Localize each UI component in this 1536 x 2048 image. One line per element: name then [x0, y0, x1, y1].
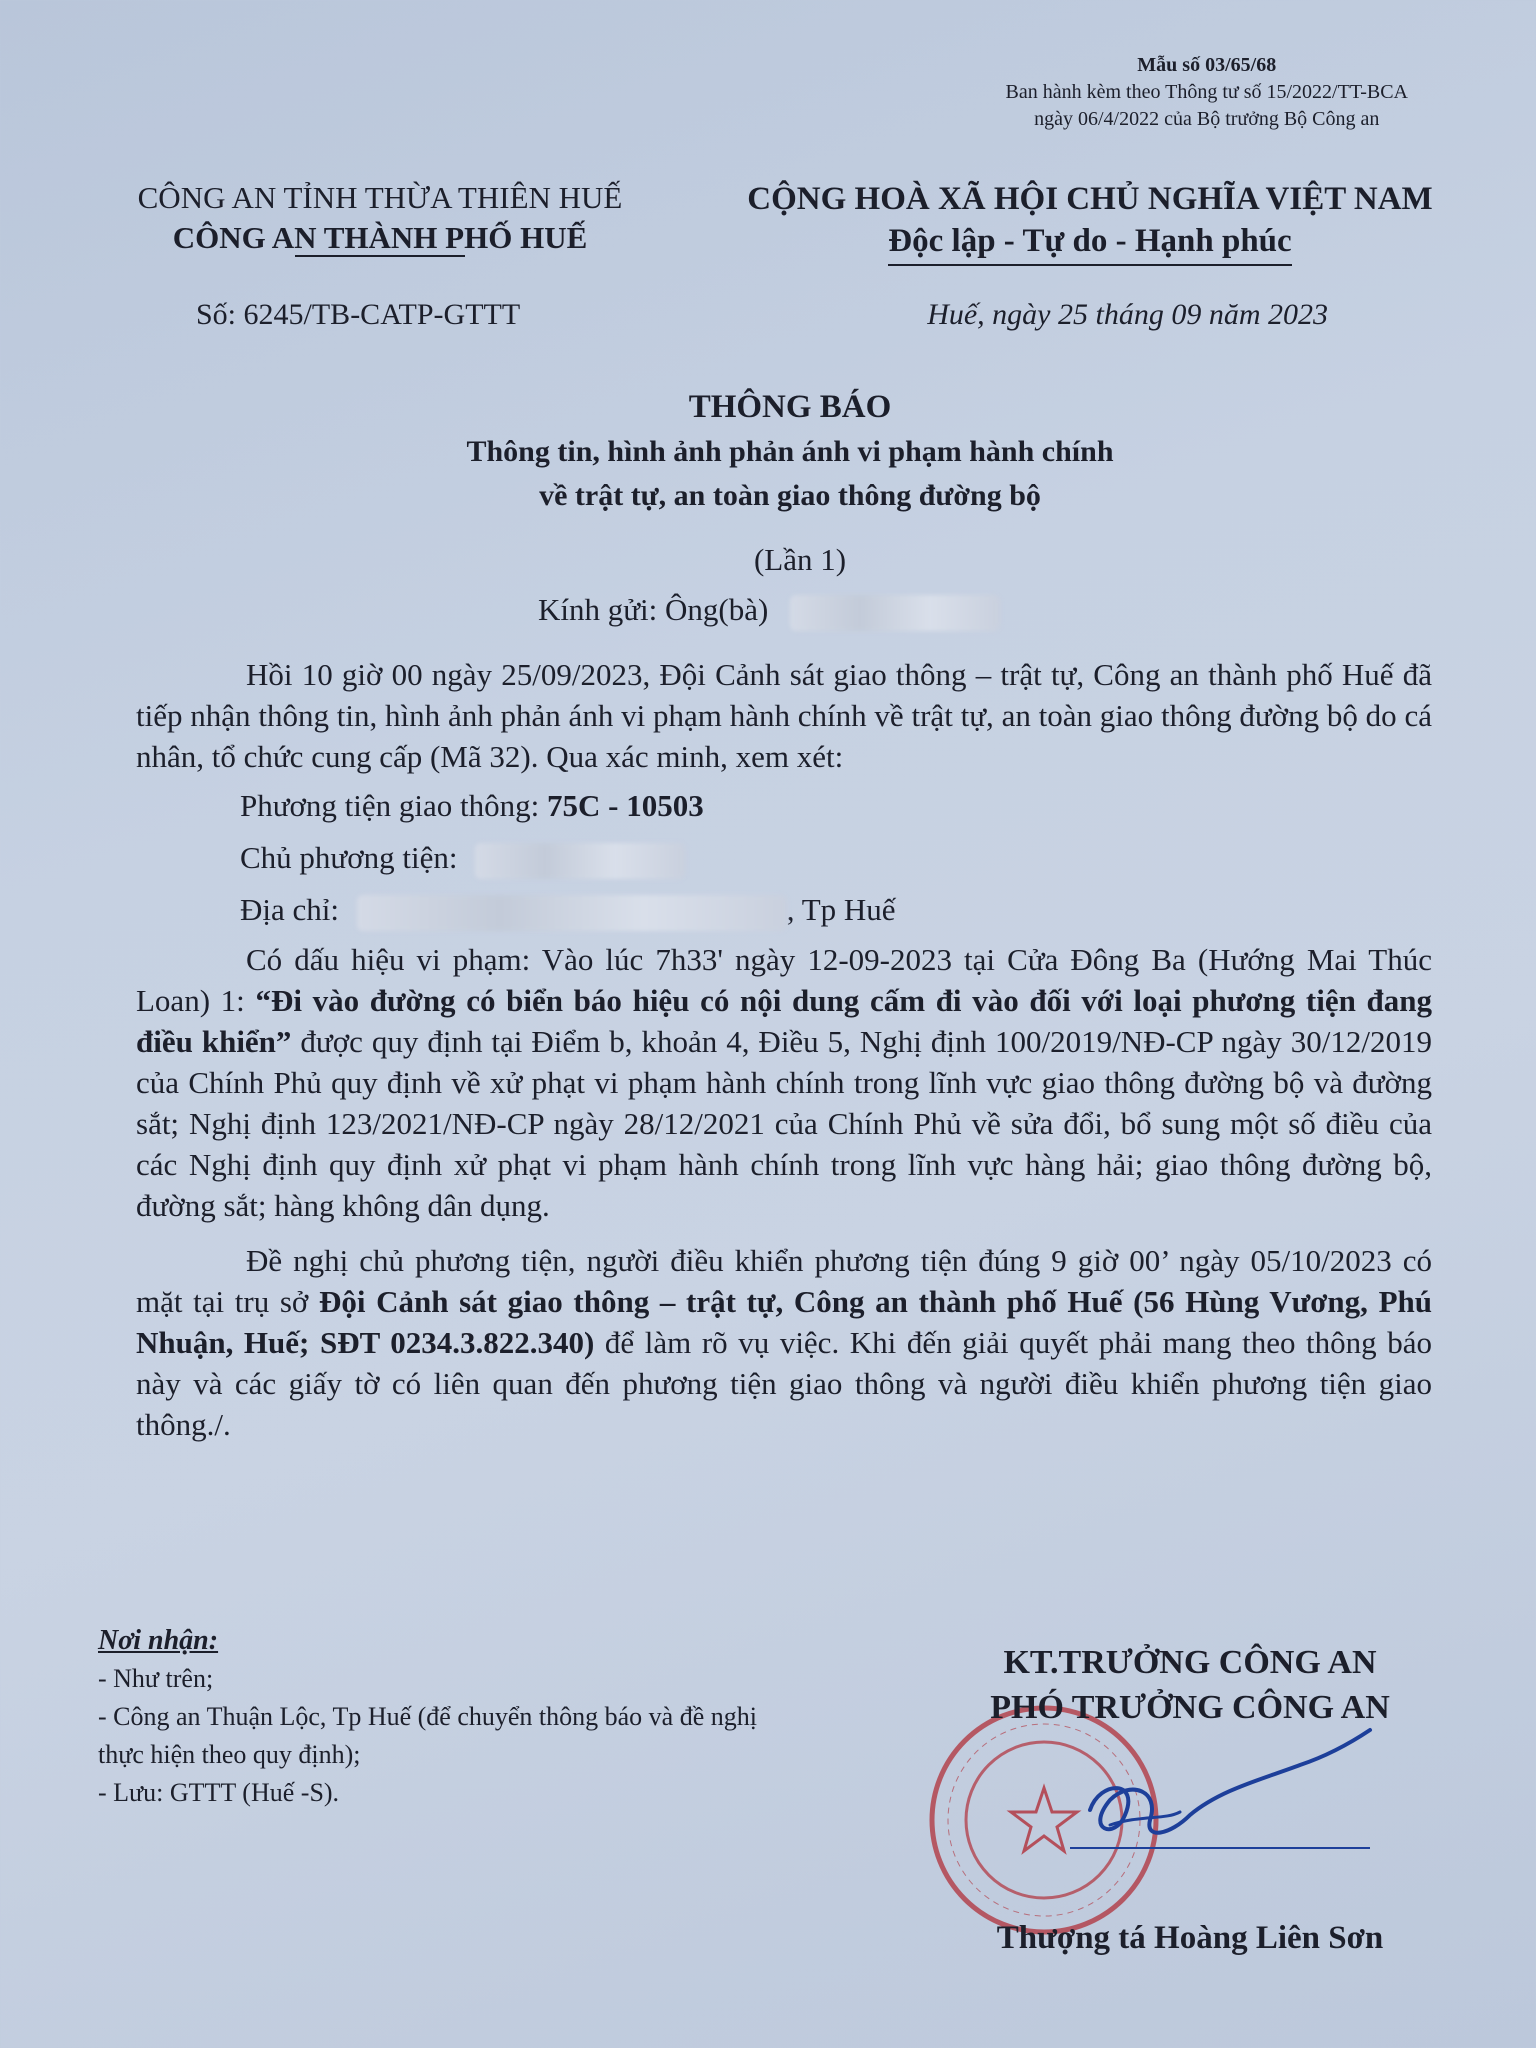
violation-act: “Đi vào đường có biển báo hiệu có nội dung cấm đi vào đối với loại phương tiện đang điều khiển” [136, 983, 1432, 1059]
redacted-address [357, 895, 787, 931]
redacted-name [790, 595, 1000, 631]
form-ref-line2: ngày 06/4/2022 của Bộ trưởng Bộ Công an [1034, 108, 1380, 130]
national-header [700, 178, 1480, 266]
document-number: Số: 6245/TB-CATP-GTTT [196, 298, 521, 331]
address-line [240, 881, 1432, 939]
country-name: CỘNG HOÀ XÃ HỘI CHỦ NGHĨA VIỆT NAM [747, 181, 1433, 217]
title-main: THÔNG BÁO [688, 389, 892, 425]
national-motto: Độc lập - Tự do - Hạnh phúc [888, 220, 1291, 266]
recipients-block [98, 1622, 818, 1812]
addressee [538, 592, 1000, 631]
violation-paragraph [136, 939, 1432, 1226]
recipient-item: - Lưu: GTTT (Huế -S). [98, 1778, 340, 1807]
owner-line [240, 829, 1432, 887]
vehicle-label: Phương tiện giao thông: [240, 788, 548, 823]
address-label: Địa chỉ: [240, 892, 339, 927]
issuer-parent: CÔNG AN TỈNH THỪA THIÊN HUẾ [137, 180, 623, 215]
owner-label: Chủ phương tiện: [240, 840, 458, 875]
intro-paragraph: Hồi 10 giờ 00 ngày 25/09/2023, Đội Cảnh sát giao thông – trật tự, Công an thành phố Huế đã tiếp nhận thông tin, hình ảnh phản ánh vi phạm hành chính về trật tự, an toàn giao thông đường bộ do cá nhân, tổ chức cung cấp (Mã 32). Qua xác minh, xem xét: [136, 657, 1432, 774]
form-reference [1006, 52, 1409, 133]
form-ref-line1: Ban hành kèm theo Thông tư số 15/2022/TT-BCA [1005, 81, 1408, 103]
violation-prefix: Có dấu hiệu vi phạm: Vào lúc 7h33' ngày 12-09-2023 tại Cửa Đông Ba (Hướng Mai Thúc Loan) 1: [136, 942, 1432, 1018]
recipient-item: - Công an Thuận Lộc, Tp Huế (để chuyển thông báo và đề nghị thực hiện theo quy định); [98, 1702, 757, 1769]
issuer-unit: CÔNG AN THÀNH PHỐ HUẾ [172, 220, 588, 255]
address-city: , Tp Huế [786, 892, 896, 927]
notice-body [136, 654, 1432, 1445]
signature-title1: KT.TRƯỞNG CÔNG AN [1003, 1644, 1377, 1681]
addressee-label: Kính gửi: Ông(bà) [538, 592, 769, 627]
document-date: Huế, ngày 25 tháng 09 năm 2023 [927, 298, 1328, 331]
signer-name: Thượng tá Hoàng Liên Sơn [996, 1920, 1384, 1956]
request-suffix: để làm rõ vụ việc. Khi đến giải quyết phải mang theo thông báo này và các giấy tờ có liên quan đến phương tiện giao thông và người điều khiển phương tiện giao thông./. [136, 1325, 1432, 1442]
notice-round: (Lần 1) [753, 542, 847, 577]
issuer-header [100, 178, 660, 257]
recipients-heading: Nơi nhận: [98, 1625, 219, 1656]
document-title [0, 384, 1536, 518]
redacted-owner [475, 843, 685, 879]
request-paragraph [136, 1240, 1432, 1445]
vehicle-plate-line [240, 777, 1432, 835]
signature-scribble [1070, 1720, 1390, 1860]
vehicle-plate: 75C - 10503 [547, 788, 704, 823]
recipient-item: - Như trên; [98, 1664, 214, 1693]
signature-title2: PHÓ TRƯỞNG CÔNG AN [990, 1689, 1390, 1726]
request-place: Đội Cảnh sát giao thông – trật tự, Công an thành phố Huế (56 Hùng Vương, Phú Nhuận, Huế; SĐT 0234.3.822.340) [136, 1284, 1432, 1360]
title-line2: về trật tự, an toàn giao thông đường bộ [539, 479, 1041, 512]
signature-block [920, 1640, 1460, 1730]
title-line1: Thông tin, hình ảnh phản ánh vi phạm hành chính [466, 435, 1114, 468]
violation-legal: được quy định tại Điểm b, khoản 4, Điều 5, Nghị định 100/2019/NĐ-CP ngày 30/12/2019 của Chính Phủ quy định về xử phạt vi phạm hành chính trong lĩnh vực giao thông đường bộ và đường sắt; Nghị định 123/2021/NĐ-CP ngày 28/12/2021 của Chính Phủ về sửa đổi, bổ sung một số điều của các Nghị định quy định xử phạt vi phạm hành chính trong lĩnh vực hàng hải; giao thông đường bộ, đường sắt; hàng không dân dụng. [136, 1024, 1432, 1223]
request-prefix: Đề nghị chủ phương tiện, người điều khiển phương tiện đúng 9 giờ 00’ ngày 05/10/2023 có mặt tại trụ sở [136, 1243, 1432, 1319]
form-number: Mẫu số 03/65/68 [1137, 54, 1277, 76]
